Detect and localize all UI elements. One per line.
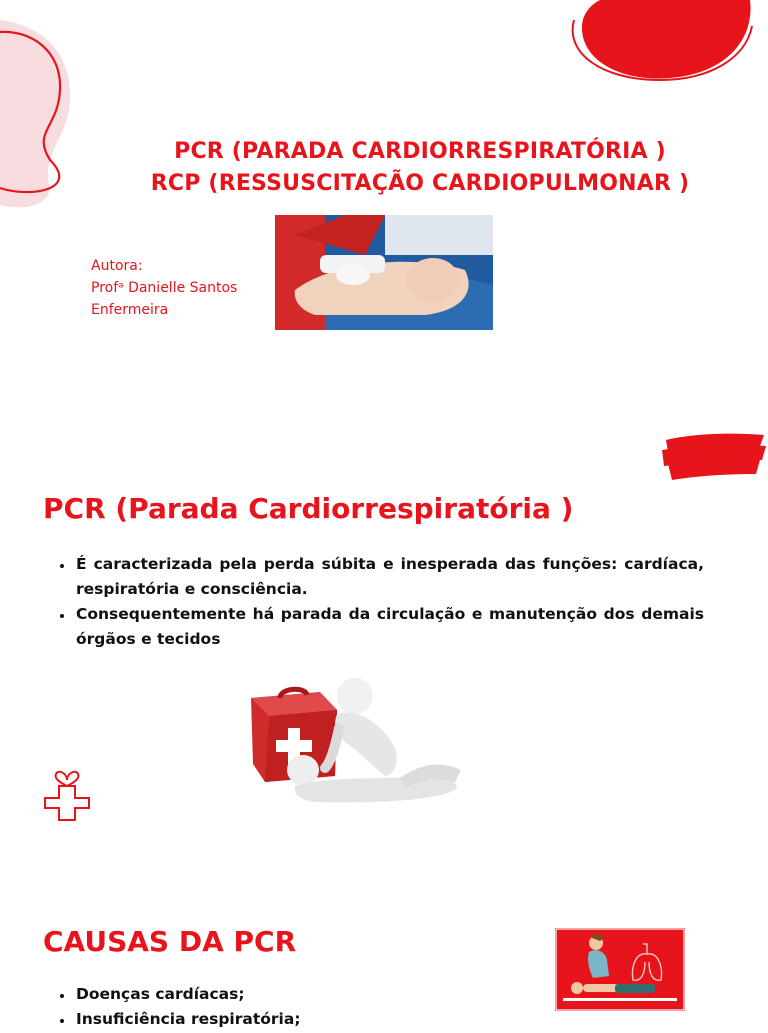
- author-name: Profᵃ Danielle Santos: [91, 280, 238, 296]
- cpr-training-photo: [275, 215, 493, 330]
- author-block: [91, 255, 237, 321]
- author-label: Autora:: [91, 258, 143, 274]
- cause-bullet: • Doenças cardíacas;: [74, 982, 704, 1007]
- decor-blob-top-right: [560, 0, 760, 90]
- decor-brush-stroke: [660, 430, 768, 482]
- title-line-2: RCP (RESSUSCITAÇÃO CARDIOPULMONAR ): [150, 171, 690, 196]
- causes-bullet-list: [56, 982, 704, 1032]
- pcr-bullet: • É caracterizada pela perda súbita e inesperada das funções: cardíaca, respiratória e consciência.: [74, 552, 704, 602]
- pcr-section-heading: PCR (Parada Cardiorrespiratória ): [43, 492, 574, 525]
- pcr-bullet: • Consequentemente há parada da circulação e manutenção dos demais órgãos e tecidos: [74, 602, 704, 652]
- causes-section-heading: CAUSAS DA PCR: [43, 925, 297, 958]
- cause-bullet: • Insuficiência respiratória;: [74, 1007, 704, 1032]
- cpr-first-aid-illustration: [225, 668, 485, 808]
- author-role: Enfermeira: [91, 302, 169, 318]
- title-line-1: PCR (PARADA CARDIORRESPIRATÓRIA ): [174, 139, 666, 164]
- pcr-bullet-list: [56, 552, 704, 652]
- heart-cross-icon: [42, 764, 92, 822]
